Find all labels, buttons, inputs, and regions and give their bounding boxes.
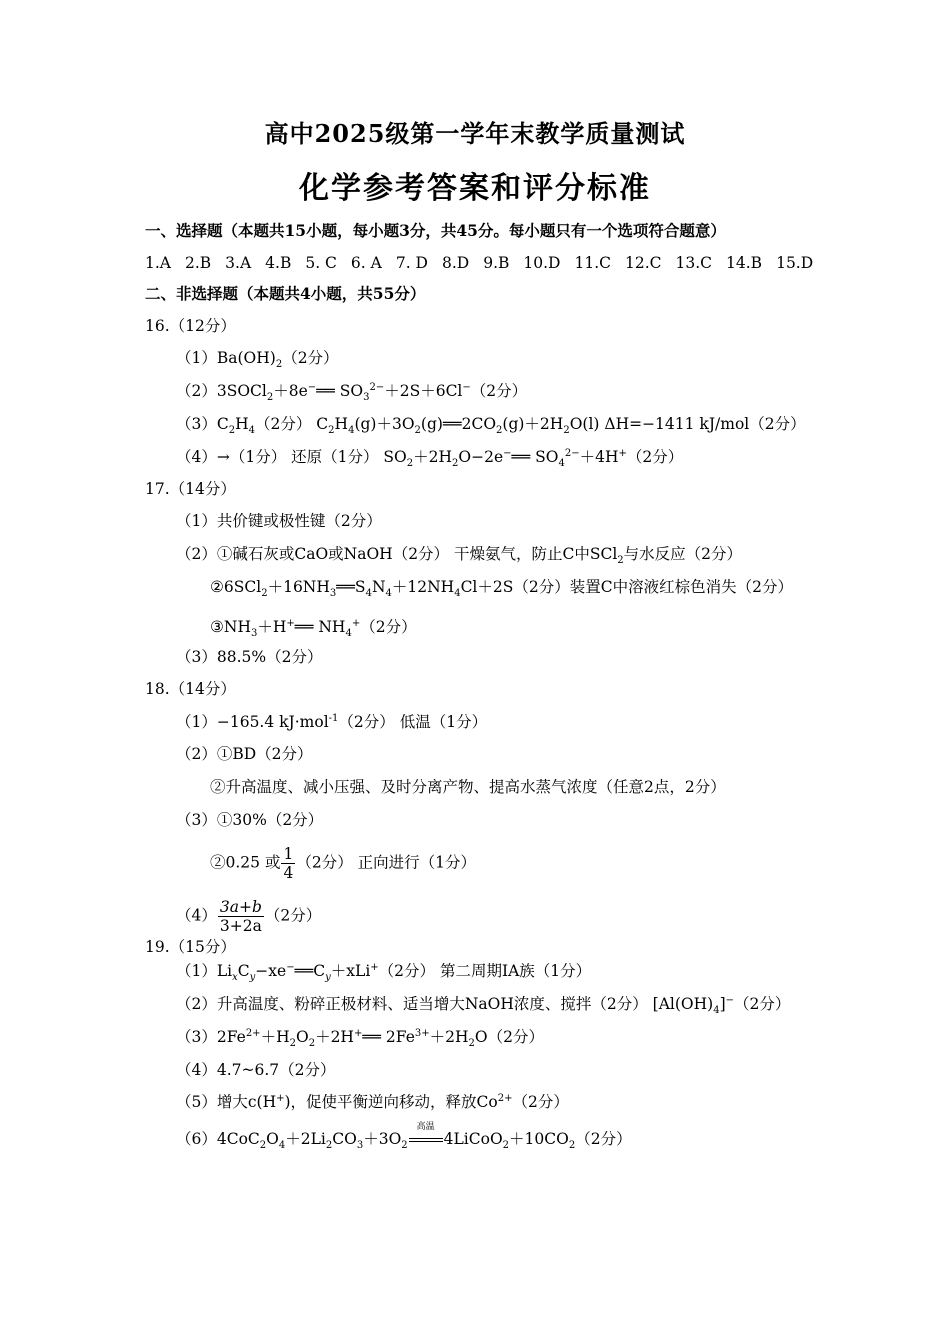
q16-part4: （4）→（1分） 还原（1分） $SO_2+2H_2O-2e^-══$ $SO_4^{2-}+4H^+(2$分）	[176, 447, 684, 470]
q16-part3: $(3)C_2H_4(2$分） $C_2H_4(g)+3O_2(g)══2CO_2(g)+2H_2O(l)$ ΔH=−1411 kJ/mol（2分）	[176, 415, 806, 437]
q17-part2b: $②6SCl_2+16NH_3══S_4N_4+12NH_4Cl+2S(2$分）装置C中溶液红棕色消失（2分）	[210, 578, 793, 600]
mcq-answer: 7. D	[395, 254, 428, 272]
mcq-answer: 9.B	[483, 254, 510, 272]
mcq-answer: 5. C	[305, 254, 337, 272]
q18-part3b: ②0.25 或 $\frac{1}{4}$ （2分） 正向进行（1分）	[210, 845, 476, 882]
q17-part1: （1）共价键或极性键（2分）	[176, 512, 382, 530]
q19-part1: $(1)Li_xC_y-xe^-══C_y+xLi^+(2$分） 第二周期IA族（1分）	[176, 961, 592, 984]
mcq-answer: 14.B	[726, 254, 763, 272]
q19-part5: （5）增大c(H+)，促使平衡逆向移动，释放$Co^{2+}(2$分）	[176, 1092, 569, 1111]
q16-heading: 16.（12分）	[145, 317, 236, 335]
mcq-answer: 4.B	[265, 254, 292, 272]
high-temp-equals-sign: 高温	[408, 1129, 444, 1149]
q18-heading: 18.（14分）	[145, 680, 236, 698]
answer-key-title: 化学参考答案和评分标准	[299, 171, 651, 206]
q18-part2b: ②升高温度、减小压强、及时分离产物、提高水蒸气浓度（任意2点，2分）	[210, 778, 726, 796]
mcq-answer: 12.C	[625, 254, 662, 272]
mcq-answer: 10.D	[523, 254, 561, 272]
mcq-answer: 15.D	[776, 254, 814, 272]
q18-part3a: （3）①30%（2分）	[176, 811, 324, 829]
fraction-answer: $\frac{3a+b}{3+2a}$	[219, 898, 262, 935]
q18-part1: （1）−165.4 kJ·mol$^{-1}$（2分） 低温（1分）	[176, 712, 488, 731]
q17-heading: 17.（14分）	[145, 480, 236, 498]
mcq-answer: 13.C	[675, 254, 713, 272]
exam-title: 高中2025级第一学年末教学质量测试	[264, 119, 686, 148]
mcq-answer: 1.A	[145, 254, 171, 272]
q19-part4: （4）4.7~6.7（2分）	[176, 1061, 336, 1079]
q17-part3: （3）88.5%（2分）	[176, 648, 323, 666]
q16-part2: （2）3SOCl$_2$＋8e−══ $SO_3^{2-}+2S+6Cl^-(2$分）	[176, 381, 528, 404]
q19-part6: $(6)4CoC_2O_4+2Li_2CO_3+3O_2$ 高温 $4LiCoO_2+10CO_2(2$分）	[176, 1122, 632, 1152]
section1-heading: 一、选择题（本题共15小题，每小题3分，共45分。每小题只有一个选项符合题意）	[145, 221, 726, 240]
q19-part3: $(3)2Fe^{2+}+H_2O_2+2H^+══$ $2Fe^{3+}+2H_2O(2$分）	[176, 1027, 544, 1050]
mcq-answer: 2.B	[184, 254, 212, 272]
q17-part2c: $③NH_3+H^+══$ $NH_4^+(2$分）	[210, 617, 417, 640]
fraction-one-quarter: $\frac{1}{4}$	[283, 845, 294, 882]
mcq-answers	[145, 253, 827, 273]
section2-heading: 二、非选择题（本题共4小题，共55分）	[145, 284, 426, 303]
mcq-answer: 11.C	[574, 254, 611, 272]
q19-part2: （2）升高温度、粉碎正极材料、适当增大NaOH浓度、搅拌（2分） $[Al(OH)_4]^-(2$分）	[176, 994, 791, 1017]
q17-part2a: （2）①碱石灰或CaO或NaOH（2分） 干燥氨气，防止C中SCl$_2$与水反应（2分）	[176, 545, 743, 567]
mcq-answer: 8.D	[442, 254, 470, 272]
mcq-answer: 3.A	[225, 254, 252, 272]
q19-heading: 19.（15分）	[145, 938, 236, 956]
q18-part4: （4） $\frac{3a+b}{3+2a}$ （2分）	[176, 898, 322, 935]
q18-part2a: （2）①BD（2分）	[176, 745, 313, 763]
q16-part1: $(1)Ba(OH)_2(2$分）	[176, 349, 339, 371]
mcq-answer: 6. A	[350, 254, 382, 272]
